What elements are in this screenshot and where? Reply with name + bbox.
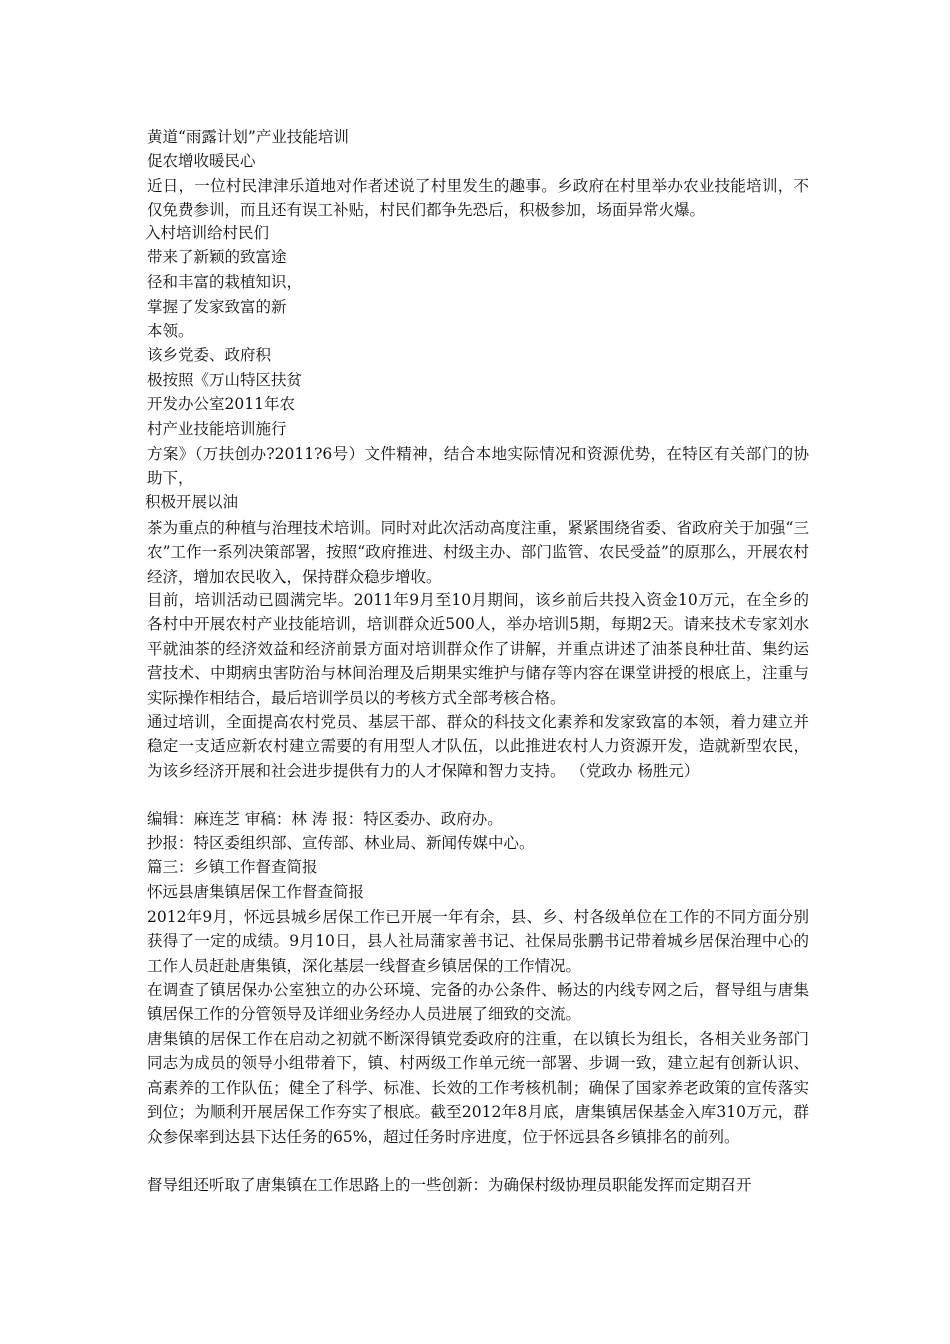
text-line: 开发办公室2011年农 bbox=[147, 395, 295, 413]
article-subtitle: 促农增收暖民心 bbox=[147, 152, 256, 170]
paragraph-intro: 近日，一位村民津津乐道地对作者述说了村里发生的趣事。乡政府在村里举办农业技能培训，不仅免费参训，而且还有误工补贴，村民们都争先恐后，积极参加，场面异常火爆。 bbox=[147, 177, 809, 220]
text-line: 本领。 bbox=[147, 322, 194, 340]
text-line: 入村培训给村民们 bbox=[145, 224, 270, 242]
paragraph-innovation: 督导组还听取了唐集镇在工作思路上的一些创新：为确保村级协理员职能发挥而定期召开 bbox=[147, 1176, 752, 1194]
paragraph-progress: 目前，培训活动已圆满完毕。2011年9月至10月期间，该乡前后共投入资金10万元，在全乡的各村中开展农村产业技能培训，培训群众近500人，举办培训5期，每期2天。请来技术专家刘水平就油茶的经济效益和经济前景方面对培训群众作了讲解，并重点讲述了油茶良种壮苗、集约运营技术、中期病虫害防治与林间治理及后期果实维护与储存等内容在课堂讲授的根底上，注重与实际操作相结合，最后培训学员以的考核方式全部考核合格。 bbox=[147, 591, 809, 707]
text-line: 积极开展以油 bbox=[145, 493, 239, 511]
text-line: 村产业技能培训施行 bbox=[147, 420, 287, 438]
paragraph-report-intro: 2012年9月，怀远县城乡居保工作已开展一年有余，县、乡、村各级单位在工作的不同方面分别获得了一定的成绩。9月10日，县人社局蒲家善书记、社保局张鹏书记带着城乡居保治理中心的工作人员赶赴唐集镇，深化基层一线督查乡镇居保的工作情况。 bbox=[147, 908, 809, 975]
text-line: 该乡党委、政府积 bbox=[147, 346, 272, 364]
text-line: 极按照《万山特区扶贫 bbox=[147, 371, 303, 389]
paragraph-training: 茶为重点的种植与治理技术培训。同时对此次活动高度注重，紧紧围绕省委、省政府关于加强“三农”工作一系列决策部署，按照“政府推进、村级主办、部门监管、农民受益”的原那么，开展农村经济，增加农民收入，保持群众稳步增收。 bbox=[147, 519, 809, 586]
paragraph-result: 通过培训，全面提高农村党员、基层干部、群众的科技文化素养和发家致富的本领，着力建立并稳定一支适应新农村建立需要的有用型人才队伍，以此推进农村人力资源开发，造就新型农民，为该乡经济开展和社会进步提供有力的人才保障和智力支持。 （党政办 杨胜元） bbox=[147, 713, 809, 780]
report-title: 怀远县唐集镇居保工作督查简报 bbox=[147, 883, 365, 901]
paragraph-work-status: 唐集镇的居保工作在启动之初就不断深得镇党委政府的注重，在以镇长为组长，各相关业务部门同志为成员的领导小组带着下，镇、村两级工作单元统一部署、步调一致，建立起有创新认识、高素养的工作队伍；健全了科学、标准、长效的工作考核机制；确保了国家养老政策的宣传落实到位；为顺利开展居保工作夯实了根底。截至2012年8月底，唐集镇居保基金入库310万元，群众参保率到达县下达任务的65%，超过任务时序进度，位于怀远县各乡镇排名的前列。 bbox=[147, 1030, 809, 1146]
section-heading: 篇三：乡镇工作督查简报 bbox=[147, 858, 318, 876]
text-line: 掌握了发家致富的新 bbox=[147, 298, 287, 316]
cc-line: 抄报：特区委组织部、宣传部、林业局、新闻传媒中心。 bbox=[147, 834, 535, 852]
paragraph-plan: 方案》（万扶创办?2011?6号）文件精神，结合本地实际情况和资源优势，在特区有关部门的协助下， bbox=[147, 445, 809, 488]
editor-line: 编辑：麻连芝 审稿：林 涛 报：特区委办、政府办。 bbox=[147, 810, 503, 828]
paragraph-investigation: 在调查了镇居保办公室独立的办公环境、完备的办公条件、畅达的内线专网之后，督导组与唐集镇居保工作的分管领导及详细业务经办人员进展了细致的交流。 bbox=[147, 981, 809, 1024]
text-line: 带来了新颖的致富途 bbox=[147, 248, 287, 266]
text-line: 径和丰富的栽植知识， bbox=[147, 273, 303, 291]
article-title: 黄道“雨露计划”产业技能培训 bbox=[147, 128, 349, 146]
